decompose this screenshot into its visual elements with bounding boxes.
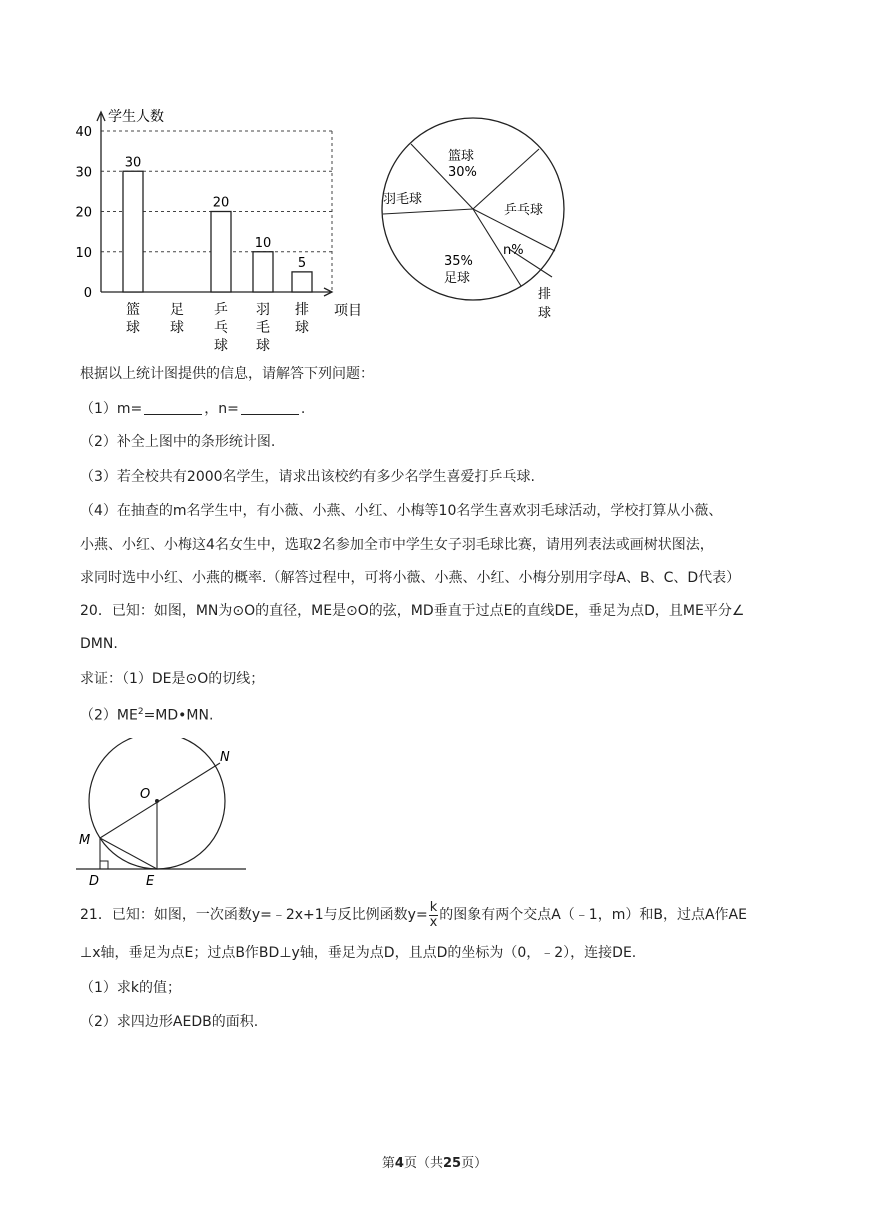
bar bbox=[253, 252, 273, 292]
question-4-line-2: 小燕、小红、小梅这4名女生中，选取2名参加全市中学生女子羽毛球比赛，请用列表法或画树状图法， bbox=[80, 537, 714, 553]
pie-label-n-pct: n% bbox=[503, 243, 524, 258]
center-point-o bbox=[155, 799, 159, 803]
problem-20-line-1: 20．已知：如图，MN为⊙O的直径，ME是⊙O的弦，MD垂直于过点E的直线DE，垂足为点D，且ME平分∠ bbox=[80, 603, 745, 619]
fraction-k-over-x bbox=[429, 901, 439, 930]
p21-intro: 21．已知：如图，一次函数y=﹣2x+1与反比例函数y= bbox=[80, 907, 428, 923]
bar-data-label: 30 bbox=[124, 155, 142, 171]
bar-chart-xlabel: 项目 bbox=[334, 303, 362, 319]
q1-part-end: . bbox=[300, 401, 306, 417]
pie-label-basketball: 篮球 bbox=[448, 149, 475, 164]
x-category-label: 球 bbox=[256, 338, 270, 354]
pie-volleyball-char: 球 bbox=[538, 306, 552, 321]
pie-divider-basketball-pingpong bbox=[473, 149, 539, 209]
bar bbox=[211, 212, 231, 293]
y-tick-label: 30 bbox=[75, 165, 92, 181]
x-category-label: 球 bbox=[170, 320, 184, 336]
question-2: （2）补全上图中的条形统计图. bbox=[80, 434, 276, 450]
pie-label-volleyball bbox=[538, 286, 551, 321]
pie-label-pingpong: 乒乓球 bbox=[504, 203, 544, 218]
label-o: O bbox=[140, 787, 151, 802]
pie-volleyball-char: 排 bbox=[538, 287, 552, 302]
bar-chart bbox=[70, 102, 370, 357]
label-e: E bbox=[146, 874, 155, 889]
footer-prefix: 第 bbox=[381, 1156, 395, 1171]
m-answer-blank bbox=[144, 400, 202, 415]
label-n: N bbox=[220, 750, 230, 765]
problem-21-line-1 bbox=[80, 900, 747, 930]
x-category-label: 羽 bbox=[256, 302, 270, 318]
bar-chart-ylabel: 学生人数 bbox=[108, 109, 164, 125]
x-category-label: 球 bbox=[126, 320, 140, 336]
pie-label-football-pct: 35% bbox=[444, 254, 473, 269]
bar-data-label: 10 bbox=[254, 235, 272, 251]
x-category-label: 排 bbox=[295, 302, 309, 318]
question-4-line-3: 求同时选中小红、小燕的概率.（解答过程中，可将小薇、小燕、小红、小梅分别用字母A、B、C、D代表） bbox=[80, 570, 741, 586]
label-d: D bbox=[89, 874, 100, 889]
x-category-label: 球 bbox=[214, 338, 228, 354]
q1-part-n: ，n= bbox=[204, 401, 239, 417]
page-number: 4 bbox=[394, 1156, 404, 1171]
total-pages: 25 bbox=[442, 1156, 462, 1171]
problem-20-line-4 bbox=[80, 702, 213, 726]
x-category-label: 球 bbox=[295, 320, 309, 336]
bar-data-label: 5 bbox=[297, 255, 307, 271]
footer-suffix: 页） bbox=[461, 1156, 488, 1171]
right-angle-mark bbox=[100, 861, 108, 869]
page-footer bbox=[0, 1152, 869, 1171]
bar bbox=[123, 171, 143, 292]
question-3: （3）若全校共有2000名学生，请求出该校约有多少名学生喜爱打乒乓球. bbox=[80, 469, 535, 485]
p20-exponent: 2 bbox=[137, 707, 144, 717]
x-category-label: 篮 bbox=[126, 302, 140, 318]
y-tick-label: 20 bbox=[75, 205, 92, 221]
diameter-mn bbox=[100, 763, 220, 838]
x-category-label: 毛 bbox=[256, 320, 270, 336]
pie-label-basketball-pct: 30% bbox=[448, 165, 477, 180]
problem-21-line-3: （1）求k的值； bbox=[80, 980, 182, 996]
problem-20-line-2: DMN. bbox=[80, 636, 118, 652]
intro-text: 根据以上统计图提供的信息，请解答下列问题： bbox=[80, 366, 374, 382]
pie-divider-football-badminton bbox=[383, 209, 473, 214]
x-category-label: 乓 bbox=[214, 320, 228, 336]
fraction-numerator: k bbox=[429, 899, 438, 915]
question-4-line-1: （4）在抽查的m名学生中，有小薇、小燕、小红、小梅等10名学生喜欢羽毛球活动，学校打算从小薇、 bbox=[80, 503, 723, 519]
pie-chart bbox=[370, 102, 600, 357]
pie-label-badminton: 羽毛球 bbox=[383, 192, 423, 207]
n-answer-blank bbox=[241, 400, 299, 415]
circle-tangent-figure bbox=[70, 738, 260, 890]
question-1 bbox=[80, 399, 305, 419]
y-tick-label: 40 bbox=[75, 125, 92, 140]
p21-intro-end: 的图象有两个交点A（﹣1，m）和B，过点A作AE bbox=[439, 907, 747, 923]
problem-21-line-2: ⊥x轴，垂足为点E；过点B作BD⊥y轴，垂足为点D，且点D的坐标为（0，﹣2），连接DE. bbox=[80, 945, 637, 961]
q1-part-m: （1）m= bbox=[80, 401, 143, 417]
y-tick-label: 0 bbox=[83, 286, 92, 301]
bar-chart-ticks bbox=[75, 125, 309, 354]
footer-middle: 页（共 bbox=[403, 1156, 443, 1171]
bar bbox=[292, 272, 312, 292]
bar-data-label: 20 bbox=[212, 195, 230, 211]
y-tick-label: 10 bbox=[75, 245, 92, 261]
p20-rest: =MD•MN. bbox=[143, 707, 214, 724]
problem-21-line-4: （2）求四边形AEDB的面积. bbox=[80, 1014, 259, 1030]
x-category-label: 足 bbox=[170, 302, 184, 318]
problem-20-line-3: 求证：（1）DE是⊙O的切线； bbox=[80, 671, 265, 687]
chord-me bbox=[100, 838, 157, 869]
label-m: M bbox=[79, 833, 91, 848]
fraction-denominator: x bbox=[429, 914, 438, 930]
pie-label-football: 足球 bbox=[444, 271, 471, 286]
p20-me: （2）ME bbox=[80, 707, 138, 724]
x-category-label: 乒 bbox=[214, 302, 228, 318]
bar-chart-bars bbox=[123, 171, 312, 292]
